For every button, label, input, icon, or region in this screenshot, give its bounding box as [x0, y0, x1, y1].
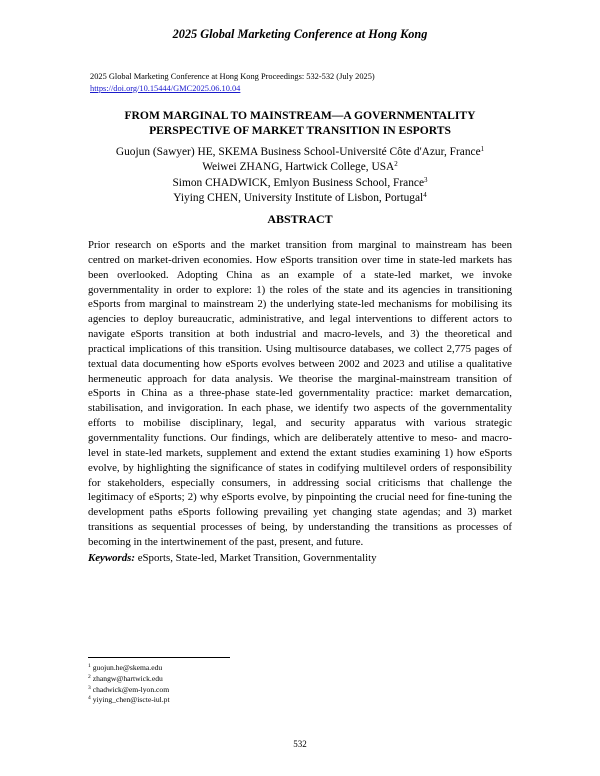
footnote-divider [88, 657, 230, 658]
citation-block [90, 71, 375, 94]
footnote: $^2$ zhangw@hartwick.edu [88, 673, 163, 683]
footnote-mark: 1 [480, 145, 485, 153]
paper-title [90, 108, 510, 138]
footnote: $^4$ yiying_chen@iscte-iul.pt [88, 695, 170, 705]
author-line: Weiwei ZHANG, Hartwick College, USA$^2$ [202, 160, 398, 174]
footnote-mark: 4 [423, 190, 427, 199]
author-line: Guojun (Sawyer) HE, SKEMA Business School-Université Côte d'Azur, France$^1$ [115, 145, 485, 158]
author-list [90, 145, 510, 206]
footnote: $^1$ guojun.he@skema.edu [88, 663, 163, 672]
proceedings-line: 2025 Global Marketing Conference at Hong Kong Proceedings: 532-532 (July 2025) [90, 72, 375, 81]
footnotes [88, 663, 170, 706]
title-line-1: FROM MARGINAL TO MAINSTREAM—A GOVERNMENTALITY [124, 109, 476, 122]
abstract-heading: ABSTRACT [267, 212, 333, 226]
footnote-mark: 2 [394, 160, 398, 169]
keywords-line [88, 551, 512, 565]
author-line: Simon CHADWICK, Emlyon Business School, France$^3$ [172, 175, 428, 189]
footnote-mark: 3 [424, 175, 428, 184]
page-number: 532 [293, 739, 307, 749]
keywords-label: Keywords: [88, 552, 135, 564]
abstract-body: Prior research on eSports and the market transition from marginal to mainstream has been centred on market-driven economies. How eSports transition over time in state-led markets has been overlooked. Adopting China as an example of a state-led market, we invoke governmentality in order to explore: 1) the roles of the state and its agencies in transitioning eSports from marginal to mainstream 2) the underlying state-led mechanisms for mobilising its agencies to deploy bureaucratic, administrative, and legal interventions to different actors to navigate eSports transition at both industrial and macro-levels, and 3) the theoretical and practical implications of this transition. Using multisource databases, we collect 2,775 pages of textual data documenting how eSports evolves between 2002 and 2023 and utilise a qualitative hermeneutic approach for data analysis. We theorise the marginal-mainstream transition of eSports in China as a three-phase state-led governmentality practice: market demarcation, stabilisation, and invigoration. In each phase, we identify two aspects of the governmentality efforts to mobilise disciplinary, legal, and security apparatus with various strategic governmentality functions. Our findings, which are deliberately attentive to meso- and macro-level in state-led markets, supplement and extend the extant studies examining 1) how eSports evolve, by highlighting the significance of states in codifying multilevel orders of responsibility for stakeholders, especially consumers, in addressing social criticisms that challenge the legitimacy of eSports; 2) why eSports evolve, by pinpointing the crucial need for fine-tuning the development paths eSports following prevailing yet changing state agendas; and 3) market transitions as sequential processes of being, by understanding the transitions as processes of becoming in the intertwinement of the past, present, and future. [88, 239, 512, 548]
footnote: $^3$ chadwick@em-lyon.com [88, 684, 170, 694]
author-line: Yiying CHEN, University Institute of Lisbon, Portugal$^4$ [173, 190, 427, 204]
doi-link[interactable]: https://doi.org/10.15444/GMC2025.06.10.04 [90, 83, 241, 93]
keywords-text: eSports, State-led, Market Transition, Governmentality [135, 552, 377, 564]
title-line-2: PERSPECTIVE OF MARKET TRANSITION IN ESPORTS [149, 124, 451, 137]
running-header: 2025 Global Marketing Conference at Hong Kong [172, 27, 428, 41]
